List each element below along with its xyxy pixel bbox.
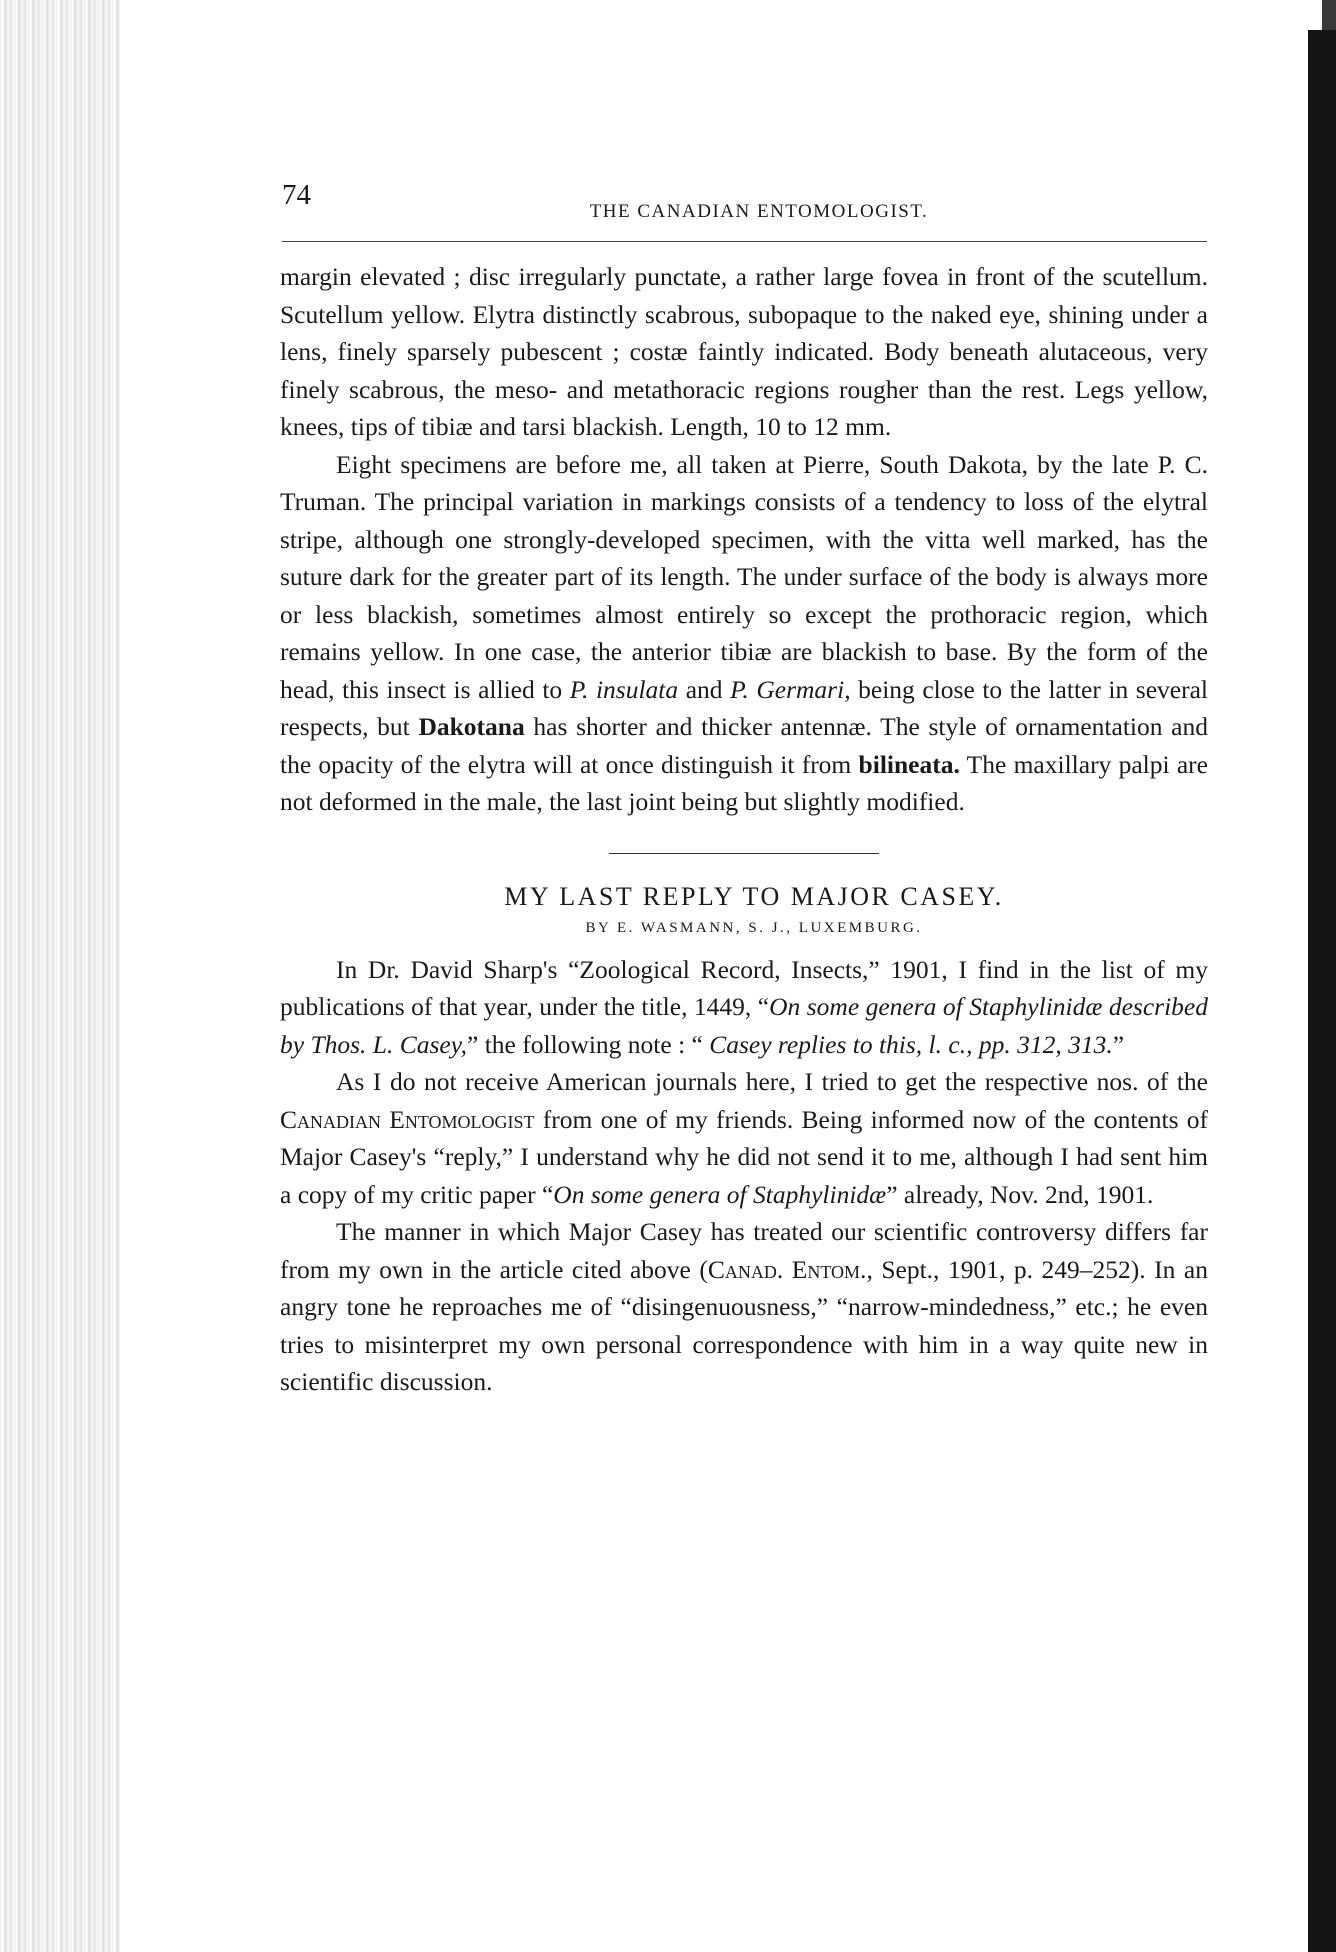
paragraph-3: In Dr. David Sharp's “Zoological Record, Insects,” 1901, I find in the list of my publications of that year, under the title, 1449, “On some genera of Staphylinidæ described by Thos. L. Casey,” the following note : “ Casey replies to this, l. c., pp. 312, 313.” xyxy=(280,954,1208,1059)
book-page-edge xyxy=(0,0,120,1952)
page-number: 74 xyxy=(282,179,311,211)
cited-title: On some genera of Staphylinidæ xyxy=(553,1179,887,1209)
running-title: THE CANADIAN ENTOMOLOGIST. xyxy=(589,201,929,222)
section-separator xyxy=(609,853,879,854)
paragraph-5: The manner in which Major Casey has treated our scientific controversy differs far from my own in the article cited above (Canad. Entom., Sept., 1901, p. 249–252). In an angry tone he reproaches me of “disingenuousness,” “narrow-mindedness,” etc.; he even tries to misinterpret my own personal correspondence with him in a way quite new in scientific discussion. xyxy=(280,1217,1208,1396)
cited-title: On some genera of Staphylinidæ described by Thos. L. Casey, xyxy=(280,992,1208,1059)
article-title: MY LAST REPLY TO MAJOR CASEY. xyxy=(504,881,1004,911)
paragraph-2: Eight specimens are before me, all taken at Pierre, South Dakota, by the late P. C. Truman. The principal variation in markings consists of a tendency to loss of the elytral stripe, although one strongly-developed specimen, with the vitta well marked, has the suture dark for the greater part of its length. The under surface of the body is always more or less blackish, sometimes almost entirely so except the prothoracic region, which remains yellow. In one case, the anterior tibiæ are blackish to base. By the form of the head, this insect is allied to P. insulata and P. Germari, being close to the latter in several respects, but Dakotana has shorter and thicker antennæ. The style of ornamentation and the opacity of the elytra will at once distinguish it from bilineata. The maxillary palpi are not deformed in the male, the last joint being but slightly modified. xyxy=(280,449,1209,816)
paragraph-1: margin elevated ; disc irregularly punctate, a rather large fovea in front of the scutellum. Scutellum yellow. Elytra distinctly scabrous, subopaque to the naked eye, shining under a lens, finely sparsely pubescent ; costæ faintly indicated. Body beneath alutaceous, very finely scabrous, the meso- and metathoracic regions rougher than the rest. Legs yellow, knees, tips of tibiæ and tarsi blackish. Length, 10 to 12 mm. xyxy=(280,262,1208,441)
species-name: Dakotana xyxy=(418,712,525,741)
article-byline: BY E. WASMANN, S. J., LUXEMBURG. xyxy=(585,919,923,936)
scan-border-top xyxy=(1322,0,1336,30)
journal-abbrev: Canad. Entom. xyxy=(707,1254,867,1284)
journal-name: Canadian Entomologist xyxy=(280,1104,535,1134)
page-content xyxy=(280,175,1208,1401)
scan-border xyxy=(1308,30,1336,1952)
page-header xyxy=(280,175,1208,225)
cited-note: Casey replies to this, l. c., pp. 312, 313. xyxy=(709,1029,1113,1059)
header-rule xyxy=(282,241,1207,242)
species-name: P. insulata xyxy=(569,674,679,704)
species-name: bilineata. xyxy=(858,749,960,779)
species-name: P. Germari, xyxy=(730,674,851,704)
paragraph-4: As I do not receive American journals here, I tried to get the respective nos. of the Canadian Entomologist from one of my friends. Being informed now of the contents of Major Casey's “reply,” I understand why he did not send it to me, although I had sent him a copy of my critic paper “On some genera of Staphylinidæ” already, Nov. 2nd, 1901. xyxy=(280,1067,1208,1209)
